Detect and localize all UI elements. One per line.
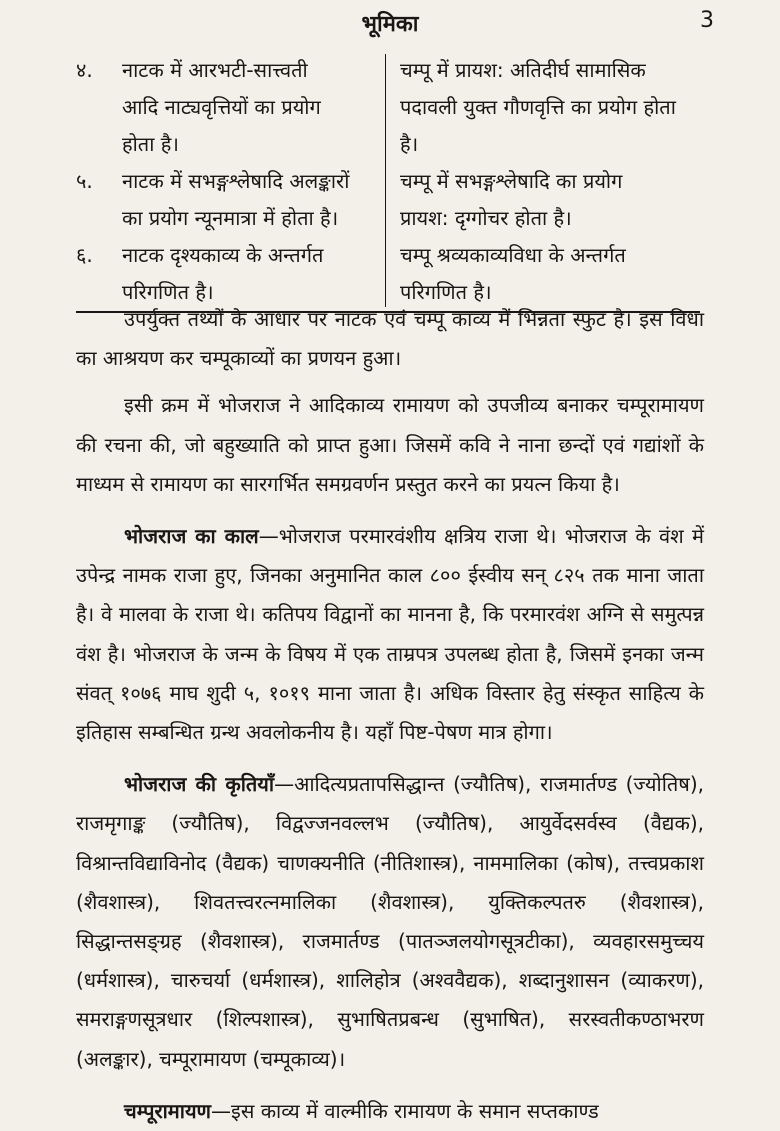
table-row bbox=[76, 52, 700, 163]
cell-line: परिगणित है। bbox=[400, 280, 492, 304]
cell-line: होता है। bbox=[122, 132, 179, 156]
row-number: ४. bbox=[76, 58, 93, 82]
cell-line: पदावली युक्त गौणवृत्ति का प्रयोग होता bbox=[400, 95, 676, 119]
table-row bbox=[76, 163, 700, 237]
row-number: ५. bbox=[76, 169, 93, 193]
cell-line: नाटक दृश्यकाव्य के अन्तर्गत bbox=[122, 243, 324, 267]
paragraph-champu-ramayana-intro: इसी क्रम में भोजराज ने आदिकाव्य रामायण को उपजीव्य बनाकर चम्पूरामायण की रचना की, जो बहुख्याति को प्राप्त हुआ। जिसमें कवि ने नाना छन्दों एवं गद्यांशों के माध्यम से रामायण का सारगर्भित समग्रवर्णन प्रस्तुत करने का प्रयत्न किया है। bbox=[76, 393, 704, 496]
paragraph-body: —आदित्यप्रतापसिद्धान्त (ज्यौतिष), राजमार्तण्ड (ज्योतिष), राजमृगाङ्क (ज्यौतिष), विद्वज्जनवल्लभ (ज्यौतिष), आयुर्वेदसर्वस्व (वैद्यक), विश्रान्तविद्याविनोद (वैद्यक) चाणक्यनीति (नीतिशास्त्र), नाममालिका (कोष), तत्त्वप्रकाश (शैवशास्त्र), शिवतत्त्वरत्नमालिका (शैवशास्त्र), युक्तिकल्पतरु (शैवशास्त्र), सिद्धान्तसङ्ग्रह (शैवशास्त्र), राजमार्तण्ड (पातञ्जलयोगसूत्रटीका), व्यवहारसमुच्चय (धर्मशास्त्र), चारुचर्या (धर्मशास्त्र), शालिहोत्र (अश्ववैद्यक), शब्दानुशासन (व्याकरण), समराङ्गणसूत्रधार (शिल्पशास्त्र), सुभाषितप्रबन्ध (सुभाषित), सरस्वतीकण्ठाभरण (अलङ्कार), चम्पूरामायण (चम्पूकाव्य)। bbox=[76, 772, 704, 1071]
paragraph-body: —इस काव्य में वाल्मीकि रामायण के समान सप्तकाण्ड bbox=[211, 1098, 599, 1123]
cell-line: परिगणित है। bbox=[122, 280, 214, 304]
comparison-table bbox=[76, 52, 700, 313]
running-header: भूमिका bbox=[361, 12, 419, 37]
natak-cell bbox=[122, 163, 394, 237]
page-number: 3 bbox=[700, 8, 714, 33]
section-heading: भोजराज की कृतियाँ bbox=[124, 772, 275, 797]
paragraph-bhojaraj-works bbox=[76, 765, 704, 1079]
paragraph-bhojaraj-period bbox=[76, 517, 704, 752]
natak-cell bbox=[122, 52, 394, 163]
cell-line: नाटक में आरभटी-सात्त्वती bbox=[122, 58, 308, 82]
champu-cell bbox=[394, 163, 700, 237]
row-number: ६. bbox=[76, 243, 93, 267]
champu-cell bbox=[394, 52, 700, 163]
cell-line: प्रायश: दृग्गोचर होता है। bbox=[400, 206, 572, 230]
cell-line: चम्पू श्रव्यकाव्यविधा के अन्तर्गत bbox=[400, 243, 626, 267]
paragraph-body: —भोजराज परमारवंशीय क्षत्रिय राजा थे। भोजराज के वंश में उपेन्द्र नामक राजा हुए, जिनका अनुमानित काल ८०० ईस्वीय सन् ८२५ तक माना जाता है। वे मालवा के राजा थे। कतिपय विद्वानों का मानना है, कि परमारवंश अग्नि से समुत्पन्न वंश है। भोजराज के जन्म के विषय में एक ताम्रपत्र उपलब्ध होता है, जिसमें इनका जन्म संवत् १०७६ माघ शुदी ५, १०१९ माना जाता है। अधिक विस्तार हेतु संस्कृत साहित्य के इतिहास सम्बन्धित ग्रन्थ अवलोकनीय है। यहाँ पिष्ट-पेषण मात्र होगा। bbox=[76, 524, 704, 745]
cell-line: चम्पू में सभङ्गश्लेषादि का प्रयोग bbox=[400, 169, 623, 193]
section-heading: भोजराज का काल bbox=[124, 524, 259, 549]
cell-line: आदि नाट्यवृत्तियों का प्रयोग bbox=[122, 95, 321, 119]
paragraph-champu-ramayana bbox=[76, 1092, 704, 1131]
cell-line: चम्पू में प्रायश: अतिदीर्घ सामासिक bbox=[400, 58, 646, 82]
body-text bbox=[76, 300, 704, 1131]
cell-line: नाटक में सभङ्गश्लेषादि अलङ्कारों bbox=[122, 169, 350, 193]
section-heading: चम्पूरामायण bbox=[124, 1098, 211, 1123]
table-column-divider bbox=[385, 54, 386, 307]
cell-line: है। bbox=[400, 132, 419, 156]
cell-line: का प्रयोग न्यूनमात्रा में होता है। bbox=[122, 206, 339, 230]
paragraph-conclusion: उपर्युक्त तथ्यों के आधार पर नाटक एवं चम्पू काव्य में भिन्नता स्फुट है। इस विधा का आश्रयण कर चम्पूकाव्यों का प्रणयन हुआ। bbox=[76, 307, 704, 371]
